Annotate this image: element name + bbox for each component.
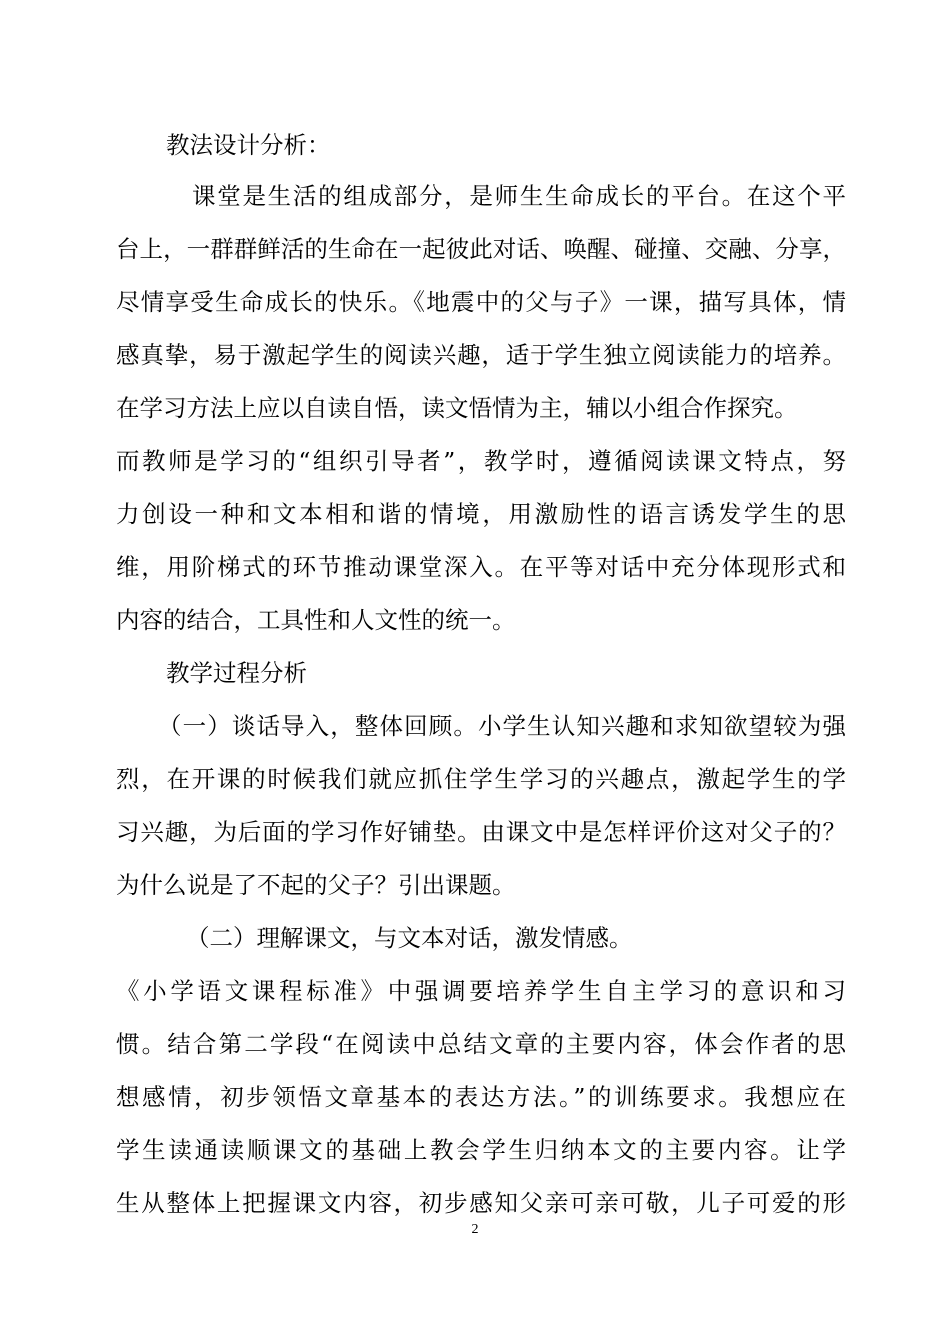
paragraph-line: 为什么说是了不起的父子？引出课题。 xyxy=(116,871,516,899)
paragraph-line: 尽情享受生命成长的快乐。《地震中的父与子》一课，描写具体，情 xyxy=(116,288,846,316)
subsection-heading: （二）理解课文，与文本对话，激发情感。 xyxy=(186,924,633,952)
paragraph-line: （一）谈话导入，整体回顾。小学生认知兴趣和求知欲望较为强 xyxy=(158,712,846,740)
paragraph-line: 习兴趣，为后面的学习作好铺垫。由课文中是怎样评价这对父子的？ xyxy=(116,818,846,846)
paragraph-line: 课堂是生活的组成部分，是师生生命成长的平台。在这个平 xyxy=(192,182,846,210)
paragraph-line: 台上，一群群鲜活的生命在一起彼此对话、唤醒、碰撞、交融、分享， xyxy=(116,235,846,263)
paragraph-line: 感真挚，易于激起学生的阅读兴趣，适于学生独立阅读能力的培养。 xyxy=(116,341,846,369)
section-heading-teaching-method: 教法设计分析： xyxy=(166,131,331,159)
paragraph-line: 维，用阶梯式的环节推动课堂深入。在平等对话中充分体现形式和 xyxy=(116,553,846,581)
paragraph-line: 《小学语文课程标准》中强调要培养学生自主学习的意识和习 xyxy=(116,977,846,1005)
paragraph-line: 力创设一种和文本相和谐的情境，用激励性的语言诱发学生的思 xyxy=(116,500,846,528)
paragraph-line: 在学习方法上应以自读自悟，读文悟情为主，辅以小组合作探究。 xyxy=(116,394,798,422)
paragraph-line: 想感情，初步领悟文章基本的表达方法。”的训练要求。我想应在 xyxy=(116,1083,846,1111)
paragraph-line: 内容的结合，工具性和人文性的统一。 xyxy=(116,606,516,634)
paragraph-line: 而教师是学习的“组织引导者”，教学时，遵循阅读课文特点，努 xyxy=(116,447,846,475)
paragraph-line: 惯。结合第二学段“在阅读中总结文章的主要内容，体会作者的思 xyxy=(116,1030,846,1058)
paragraph-line: 烈，在开课的时候我们就应抓住学生学习的兴趣点，激起学生的学 xyxy=(116,765,846,793)
paragraph-line: 生从整体上把握课文内容，初步感知父亲可亲可敬，儿子可爱的形 xyxy=(116,1189,846,1217)
paragraph-line: 学生读通读顺课文的基础上教会学生归纳本文的主要内容。让学 xyxy=(116,1136,846,1164)
page-number: 2 xyxy=(471,1222,479,1237)
section-heading-teaching-process: 教学过程分析 xyxy=(166,659,307,687)
